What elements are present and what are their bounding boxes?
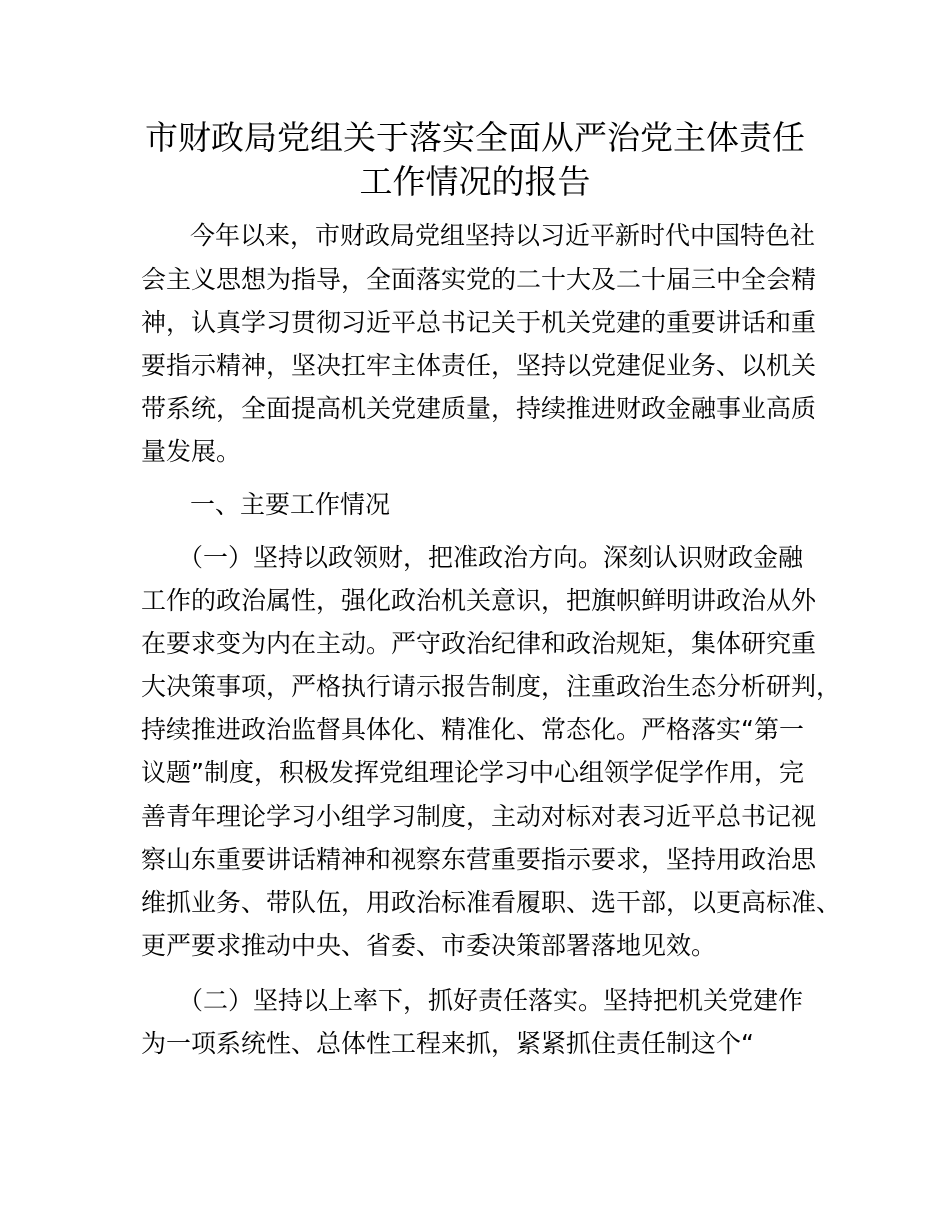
paragraph-line: 在要求变为内在主动。严守政治纪律和政治规矩，集体研究重 (141, 629, 817, 658)
paragraph-line: 量发展。 (141, 437, 242, 466)
paragraph-line: 为一项系统性、总体性工程来抓，紧紧抓住责任制这个“ (141, 1029, 754, 1058)
document-title-line-1: 市财政局党组关于落实全面从严治党主体责任 (145, 118, 805, 157)
paragraph-line: 要指示精神，坚决扛牢主体责任，坚持以党建促业务、以机关 (141, 351, 817, 380)
paragraph-line: 工作的政治属性，强化政治机关意识，把旗帜鲜明讲政治从外 (141, 586, 817, 615)
paragraph-line: 更严要求推动中央、省委、市委决策部署落地见效。 (141, 931, 717, 960)
paragraph-line: 会主义思想为指导，全面落实党的二十大及二十届三中全会精 (141, 265, 817, 294)
paragraph-line: 大决策事项，严格执行请示报告制度，注重政治生态分析研判， (141, 672, 842, 701)
paragraph-line: （一）坚持以政领财，把准政治方向。深刻认识财政金融 (178, 543, 804, 572)
section-heading: 一、主要工作情况 (190, 490, 391, 519)
paragraph-line: 维抓业务、带队伍，用政治标准看履职、选干部，以更高标准、 (141, 888, 842, 917)
document-title-line-2: 工作情况的报告 (359, 162, 591, 201)
paragraph-line: 察山东重要讲话精神和视察东营重要指示要求，坚持用政治思 (141, 845, 817, 874)
paragraph-line: 神，认真学习贯彻习近平总书记关于机关党建的重要讲话和重 (141, 308, 817, 337)
paragraph-line: （二）坚持以上率下，抓好责任落实。坚持把机关党建作 (178, 986, 804, 1015)
paragraph-line: 今年以来，市财政局党组坚持以习近平新时代中国特色社 (190, 221, 816, 250)
paragraph-line: 议题”制度，积极发挥党组理论学习中心组领学促学作用，完 (141, 758, 804, 787)
paragraph-line: 善青年理论学习小组学习制度，主动对标对表习近平总书记视 (141, 802, 817, 831)
paragraph-line: 持续推进政治监督具体化、精准化、常态化。严格落实“第一 (141, 715, 804, 744)
paragraph-line: 带系统，全面提高机关党建质量，持续推进财政金融事业高质 (141, 394, 817, 423)
